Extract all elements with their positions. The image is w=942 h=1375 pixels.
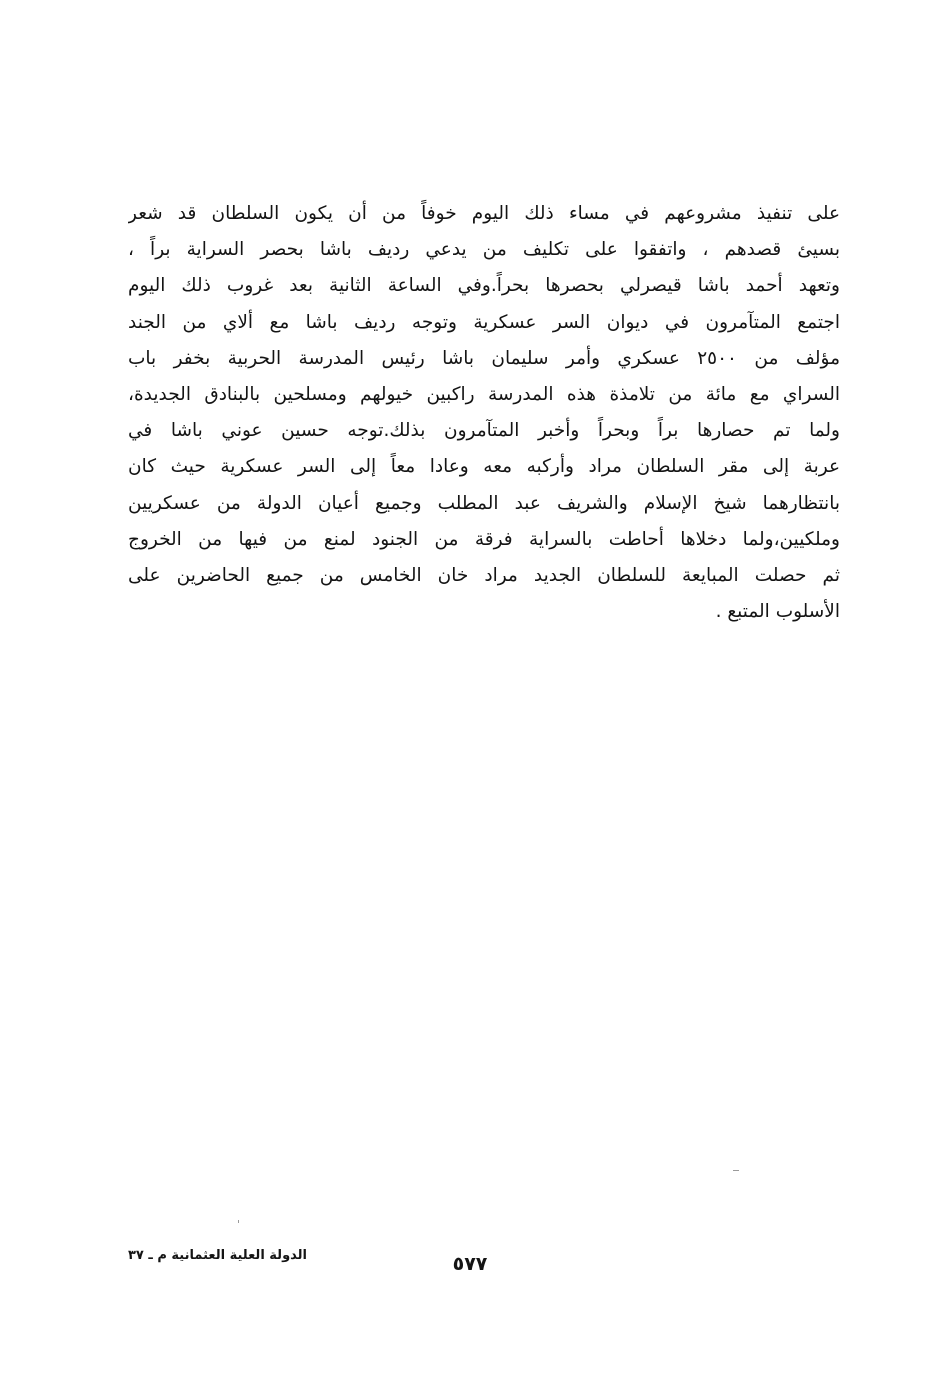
text-line: وملكيين،ولما دخلاها أحاطت بالسراية فرقة من الجنود لمنع من فيها من الخروج [128,528,840,550]
scan-speck [238,1220,239,1223]
text-line: وتعهد أحمد باشا قيصرلي بحصرها بحراً.وفي الساعة الثانية بعد غروب ذلك اليوم [128,275,840,297]
text-line: بانتظارهما شيخ الإسلام والشريف عبد المطلب وجميع أعيان الدولة من عسكريين [128,492,840,514]
scan-speck [733,1170,739,1171]
text-line: ثم حصلت المبايعة للسلطان الجديد مراد خان الخامس من جميع الحاضرين على [128,565,840,587]
text-line: السراي مع مائة من تلامذة هذه المدرسة راكبين خيولهم ومسلحين بالبنادق الجديدة، [128,384,840,406]
book-signature: الدولة العلية العثمانية م ـ ٣٧ [128,1248,307,1263]
main-paragraph [128,196,840,630]
page-number: ٥٧٧ [452,1253,488,1275]
text-line: على تنفيذ مشروعهم في مساء ذلك اليوم خوفاً من أن يكون السلطان قد شعر [128,203,840,224]
text-line: اجتمع المتآمرون في ديوان السر عسكرية وتوجه رديف باشا مع ألاي من الجند [128,311,840,333]
text-line: بسيئ قصدهم ، واتفقوا على تكليف من يدعي رديف باشا بحصر السراية براً ، [128,239,840,261]
text-line: عربة إلى مقر السلطان مراد وأركبه معه وعادا معاً إلى السر عسكرية حيث كان [128,456,840,478]
text-line-last: الأسلوب المتبع . [715,601,840,623]
text-line: ولما تم حصارها براً وبحراً وأخبر المتآمرون بذلك.توجه حسين عوني باشا في [128,420,840,442]
text-line: مؤلف من ٢٥٠٠ عسكري وأمر سليمان باشا رئيس المدرسة الحربية بخفر باب [128,347,840,369]
